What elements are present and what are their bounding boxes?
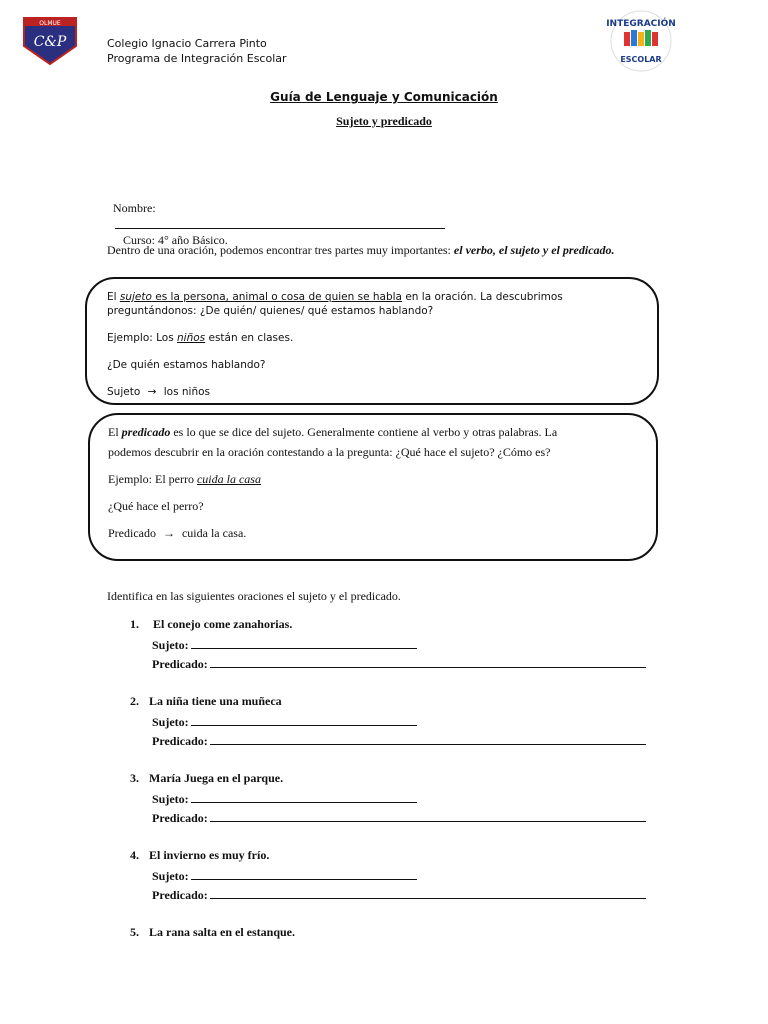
name-label: Nombre: xyxy=(113,201,156,215)
sujeto-blank[interactable] xyxy=(191,636,417,649)
sujeto-answer-field: Sujeto: xyxy=(152,713,417,730)
sujeto-answer-field: Sujeto: xyxy=(152,636,417,653)
predicado-example: Ejemplo: El perro cuida la casa xyxy=(108,472,261,486)
intro-text: Dentro de una oración, podemos encontrar tres partes muy importantes: xyxy=(107,243,454,257)
school-name: Colegio Ignacio Carrera Pinto xyxy=(107,37,267,50)
predicado-question: ¿Qué hace el perro? xyxy=(108,499,204,513)
exercise-item: 1. El conejo come zanahorias. xyxy=(130,617,293,631)
predicado-answer-field: Predicado: xyxy=(152,886,646,903)
exercise-item: 5. La rana salta en el estanque. xyxy=(130,925,296,939)
exercise-instruction: Identifica en las siguientes oraciones el sujeto y el predicado. xyxy=(107,589,401,603)
predicado-answer-field: Predicado: xyxy=(152,732,646,749)
predicado-def-line-1: El predicado es lo que se dice del sujeto. Generalmente contiene al verbo y otras palabras. La xyxy=(108,425,558,439)
student-info-row xyxy=(107,186,445,248)
name-blank[interactable] xyxy=(115,216,445,229)
page-title: Guía de Lenguaje y Comunicación xyxy=(270,90,498,104)
sujeto-example: Ejemplo: Los niños están en clases. xyxy=(107,332,294,344)
exercise-item: 2. La niña tiene una muñeca xyxy=(130,694,282,708)
sujeto-blank[interactable] xyxy=(191,713,417,726)
sujeto-answer-field: Sujeto: xyxy=(152,867,417,884)
svg-text:OLMUE: OLMUE xyxy=(39,20,61,27)
sujeto-question: ¿De quién estamos hablando? xyxy=(107,359,266,371)
sujeto-answer-field: Sujeto: xyxy=(152,790,417,807)
arrow-right-icon: → xyxy=(147,386,157,398)
school-header xyxy=(107,36,287,66)
predicado-blank[interactable] xyxy=(210,732,646,745)
predicado-blank[interactable] xyxy=(210,809,646,822)
predicado-answer-field: Predicado: xyxy=(152,655,646,672)
sujeto-blank[interactable] xyxy=(191,867,417,880)
predicado-blank[interactable] xyxy=(210,655,646,668)
sujeto-def-line-1: El sujeto es la persona, animal o cosa de quien se habla en la oración. La descubrimos xyxy=(107,291,563,303)
predicado-answer: Predicado → cuida la casa. xyxy=(108,526,247,540)
svg-text:ESCOLAR: ESCOLAR xyxy=(620,55,662,64)
intro-emphasis: el verbo, el sujeto y el predicado. xyxy=(453,243,615,257)
predicado-def-line-2: podemos descubrir en la oración contestando a la pregunta: ¿Qué hace el sujeto? ¿Cómo es? xyxy=(108,445,551,459)
sujeto-blank[interactable] xyxy=(191,790,417,803)
intro-paragraph xyxy=(107,240,667,260)
predicado-blank[interactable] xyxy=(210,886,646,899)
sujeto-definition-box xyxy=(85,277,659,405)
program-name: Programa de Integración Escolar xyxy=(107,52,287,65)
predicado-answer-field: Predicado: xyxy=(152,809,646,826)
sujeto-def-line-2: preguntándonos: ¿De quién/ quienes/ qué estamos hablando? xyxy=(107,305,434,317)
exercise-item: 4. El invierno es muy frío. xyxy=(130,848,270,862)
school-crest-logo xyxy=(22,16,78,66)
arrow-right-icon: → xyxy=(162,526,175,540)
exercise-item: 3. María Juega en el parque. xyxy=(130,771,284,785)
course-label: Curso: 4° año Básico. xyxy=(123,233,228,247)
integracion-escolar-logo xyxy=(600,10,682,72)
predicado-definition-box xyxy=(88,413,658,561)
svg-text:INTEGRACIÓN: INTEGRACIÓN xyxy=(606,19,676,29)
sujeto-answer: Sujeto → los niños xyxy=(107,386,211,398)
page-subtitle: Sujeto y predicado xyxy=(336,114,432,128)
svg-text:C&P: C&P xyxy=(33,34,67,50)
